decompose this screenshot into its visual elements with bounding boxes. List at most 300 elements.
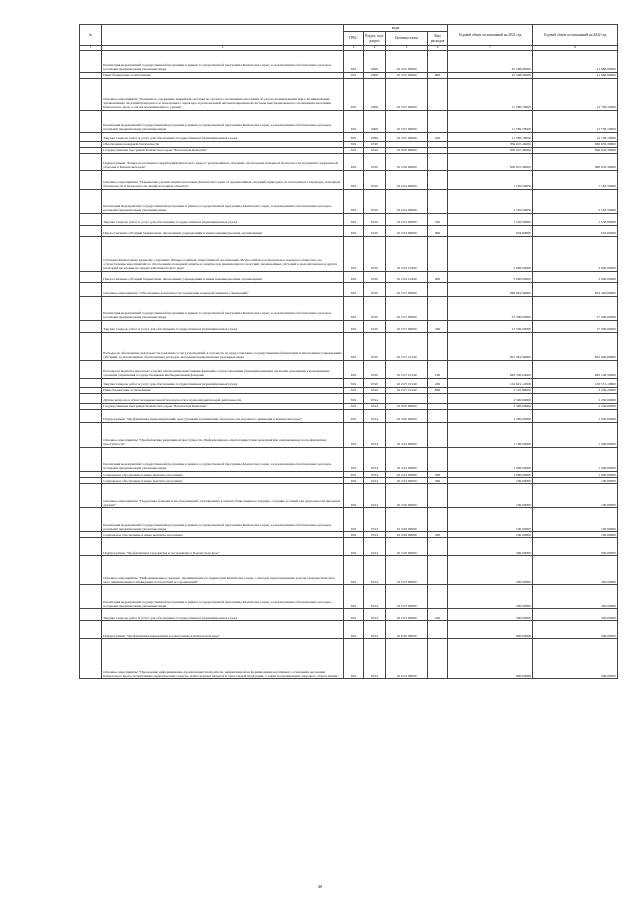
row-grbs: 819 <box>344 236 364 271</box>
row-amount-2021: 300,00000 <box>448 556 533 585</box>
row-number <box>80 639 102 679</box>
row-grbs: 819 <box>344 585 364 609</box>
row-expense-type <box>428 556 448 585</box>
header-num: № <box>80 25 102 46</box>
row-amount-2021: 1 000,00000 <box>448 448 533 472</box>
row-amount-2021: 100,00000 <box>448 484 533 508</box>
row-expense-type: 800 <box>428 387 448 393</box>
row-amount-2021: 2 300,00000 <box>448 403 533 409</box>
table-row <box>80 110 618 132</box>
row-target-article: 16 5 03 09990 <box>386 585 428 609</box>
row-amount-2021: 1 200,00000 <box>448 410 533 423</box>
row-name: Иные бюджетные ассигнования <box>102 72 344 78</box>
row-expense-type: 300 <box>428 472 448 478</box>
row-grbs: 819 <box>344 141 364 147</box>
row-amount-2022: 12 758,10000 <box>533 132 618 141</box>
row-amount-2021: 11 786,70000 <box>448 132 533 141</box>
row-grbs: 819 <box>344 484 364 508</box>
row-grbs: 819 <box>344 147 364 153</box>
row-grbs: 819 <box>344 387 364 393</box>
row-section: 0310 <box>364 141 386 147</box>
row-section: 0314 <box>364 556 386 585</box>
row-grbs: 819 <box>344 132 364 141</box>
row-number <box>80 360 102 378</box>
row-grbs: 819 <box>344 153 364 170</box>
table-row <box>80 556 618 585</box>
row-grbs: 819 <box>344 639 364 679</box>
row-expense-type <box>428 153 448 170</box>
page-number: 40 <box>317 884 323 889</box>
row-section: 0310 <box>364 378 386 387</box>
row-name: Реализация мероприятий государственной программы в рамках государственной программы Камчатского края, за исключением обеспеченных расходов, которыми предназначены указанные виды <box>102 50 344 72</box>
row-number <box>80 225 102 236</box>
row-amount-2021: 300,00000 <box>448 538 533 556</box>
row-amount-2021: 154 921,12000 <box>448 378 533 387</box>
row-name: Закупка товаров, работ и услуг для обеспечения государственных (муниципальных) нужд <box>102 378 344 387</box>
row-section: 0314 <box>364 585 386 609</box>
row-amount-2022: 12 758,10000 <box>533 110 618 132</box>
row-expense-type <box>428 448 448 472</box>
row-amount-2021: 848 861,96000 <box>448 282 533 296</box>
row-amount-2021: 5 000,00000 <box>448 236 533 271</box>
row-name: Подпрограмма "Профилактика правонарушений, преступлений и повышение безопасности дорожного движения в Камчатском крае" <box>102 410 344 423</box>
row-section: 0314 <box>364 532 386 538</box>
row-target-article: 16 5 03 09990 <box>386 609 428 621</box>
row-target-article: 16 2 04 10490 <box>386 236 428 271</box>
row-number <box>80 170 102 189</box>
row-amount-2022: 5 000,00000 <box>533 236 618 271</box>
row-amount-2021: 300,00000 <box>448 609 533 621</box>
row-amount-2021: 856 047,46000 <box>448 141 533 147</box>
row-amount-2022: 1 200,00000 <box>533 423 618 448</box>
row-name: Реализация мероприятий государственной программы в рамках государственной программы Камчатского края, за исключением обеспеченных расходов, которыми предназначены указанные виды <box>102 110 344 132</box>
row-target-article: 16 0 00 00000 <box>386 147 428 153</box>
row-grbs: 819 <box>344 448 364 472</box>
table-row <box>80 50 618 72</box>
row-grbs: 819 <box>344 78 364 110</box>
row-name: Субсидия Камчатскому краевому отделению Общероссийской общественной организации «Всероссийское добровольное пожарное общество» на осуществление мероприятий по обеспечению пожарной защиты и защиты при ликвидации последствий чрезвычайных ситуаций в малочисленных и других категорий населения на территории Камчатского края <box>102 236 344 271</box>
row-target-article: 16 2 04 00000 <box>386 170 428 189</box>
row-target-article: 16 3 05 09990 <box>386 72 428 78</box>
row-expense-type <box>428 585 448 609</box>
row-grbs: 819 <box>344 609 364 621</box>
column-index-cell: 2 <box>102 46 344 51</box>
row-target-article: 16 2 07 09990 <box>386 296 428 320</box>
row-amount-2022: 1 500,00000 <box>533 410 618 423</box>
table-header <box>80 25 618 51</box>
row-target-article: 16 2 07 10140 <box>386 360 428 378</box>
table-row <box>80 296 618 320</box>
row-expense-type: 200 <box>428 320 448 332</box>
row-amount-2022: 860 635,39800 <box>533 147 618 153</box>
row-name: Реализация мероприятий государственной программы в рамках государственной программы Камчатского края, за исключением обеспеченных расходов, которыми предназначены указанные виды <box>102 508 344 532</box>
row-number <box>80 621 102 639</box>
column-index-cell: 1 <box>80 46 102 51</box>
row-expense-type: 200 <box>428 378 448 387</box>
row-target-article: 16 2 07 10140 <box>386 378 428 387</box>
row-name: Подпрограмма "Защита населения и территорий Камчатского края от чрезвычайных ситуаций, обеспечение пожарной безопасности и развитие гражданской обороны в Камчатском крае" <box>102 153 344 170</box>
row-amount-2021: 27 500,00000 <box>448 296 533 320</box>
row-expense-type <box>428 110 448 132</box>
table-row <box>80 189 618 213</box>
row-expense-type <box>428 296 448 320</box>
row-name: Закупка товаров, работ и услуг для обеспечения государственных (муниципальных) нужд <box>102 132 344 141</box>
row-amount-2021: 663 330,04000 <box>448 360 533 378</box>
row-number <box>80 484 102 508</box>
row-grbs: 819 <box>344 410 364 423</box>
row-grbs: 819 <box>344 110 364 132</box>
row-target-article: 16 2 04 09990 <box>386 213 428 225</box>
row-section: 0314 <box>364 423 386 448</box>
row-number <box>80 50 102 72</box>
row-name: Реализация мероприятий государственной программы в рамках государственной программы Камчатского края, за исключением обеспеченных расходов, которыми предназначены указанные виды <box>102 585 344 609</box>
row-amount-2022: 853 449,89800 <box>533 282 618 296</box>
row-amount-2022: 860 635,39800 <box>533 153 618 170</box>
row-name: Основное мероприятие "Информационное граждан, проживающих на территории Камчатского края, о методах предотвращения угрозы террористического акта, минимизации и ликвидации последствий его проявлений" <box>102 556 344 585</box>
row-number <box>80 271 102 282</box>
row-amount-2022: 1 200,00000 <box>533 448 618 472</box>
row-target-article: 16 6 04 00000 <box>386 639 428 679</box>
header-year-2022: Годовой объем ассигнований на 2022 год <box>533 25 618 46</box>
row-name: Закупка товаров, работ и услуг для обеспечения государственных (муниципальных) нужд <box>102 213 344 225</box>
row-target-article: 16 3 05 09990 <box>386 50 428 72</box>
row-section: 0314 <box>364 448 386 472</box>
row-amount-2022: 2 250,00000 <box>533 393 618 403</box>
row-amount-2021: 800,00000 <box>448 621 533 639</box>
row-amount-2021: 45 588,90000 <box>448 72 533 78</box>
row-name: Подпрограмма "Профилактика наркомании и алкоголизма в Камчатском крае" <box>102 621 344 639</box>
row-grbs: 819 <box>344 213 364 225</box>
row-amount-2022: 5 000,00000 <box>533 271 618 282</box>
row-grbs: 819 <box>344 532 364 538</box>
row-amount-2022: 12 758,10000 <box>533 78 618 110</box>
row-section: 0309 <box>364 50 386 72</box>
row-target-article: 16 4 06 00000 <box>386 484 428 508</box>
row-grbs: 819 <box>344 170 364 189</box>
row-number <box>80 448 102 472</box>
row-name: Подпрограмма "Профилактика терроризма и экстремизма в Камчатском крае" <box>102 538 344 556</box>
row-target-article: 16 2 00 00000 <box>386 153 428 170</box>
row-grbs: 819 <box>344 225 364 236</box>
table-row <box>80 132 618 141</box>
row-amount-2022: 27 500,00000 <box>533 320 618 332</box>
row-number <box>80 508 102 532</box>
row-section: 0309 <box>364 132 386 141</box>
row-grbs: 819 <box>344 621 364 639</box>
row-target-article: 16 4 04 09990 <box>386 478 428 484</box>
row-expense-type: 200 <box>428 213 448 225</box>
row-expense-type <box>428 538 448 556</box>
row-number <box>80 585 102 609</box>
row-amount-2022: 41 868,90000 <box>533 72 618 78</box>
header-codes: коды <box>344 25 448 32</box>
table-row <box>80 609 618 621</box>
row-name: Основное мероприятие "Профилактика рецидивной преступности. Информационно-пропагандистские мероприятия, направленные на профилактику преступности" <box>102 423 344 448</box>
row-name: Основное мероприятие "Повышение уровня защиты населения Камчатского края от чрезвычайных ситуаций природного и техногенного характера, пожарной безопасности и безопасности людей на водных объектах" <box>102 170 344 189</box>
row-number <box>80 153 102 170</box>
row-grbs: 819 <box>344 296 364 320</box>
row-expense-type: 600 <box>428 225 448 236</box>
row-amount-2022: 3 230,20000 <box>533 387 618 393</box>
row-expense-type <box>428 170 448 189</box>
row-section: 0310 <box>364 387 386 393</box>
row-amount-2022: 1 550,90000 <box>533 213 618 225</box>
column-index-cell: 3 <box>344 46 364 51</box>
row-expense-type <box>428 621 448 639</box>
budget-table <box>79 24 618 679</box>
row-expense-type <box>428 508 448 532</box>
header-exp-type: Вид расходов <box>428 32 448 46</box>
row-name: Основное мероприятие "Проведение информационно-пропагандистской работы, направленной на формирование негативного отношения населения Камчатского края к потреблению наркотических средств, психотропных веществ и алкогольной продукции, а также популяризацию здорового образа жизни" <box>102 639 344 679</box>
row-amount-2021: 1 000,00000 <box>448 472 533 478</box>
row-section: 0314 <box>364 609 386 621</box>
row-name: Предоставление субсидий бюджетным, автономным учреждениям и иным некоммерческим организациям <box>102 271 344 282</box>
row-grbs: 819 <box>344 72 364 78</box>
budget-table-sheet <box>79 24 617 679</box>
row-number <box>80 609 102 621</box>
row-amount-2021: 11 786,70000 <box>448 110 533 132</box>
row-section: 0310 <box>364 360 386 378</box>
row-amount-2022: 634,60000 <box>533 225 618 236</box>
row-target-article <box>386 393 428 403</box>
row-name: Основное мероприятие "Поддержка граждан и их объединений, участвующих в охране общественного порядка, создание условий для деятельности народных дружин" <box>102 484 344 508</box>
row-expense-type <box>428 50 448 72</box>
row-section: 0314 <box>364 508 386 532</box>
row-number <box>80 282 102 296</box>
header-target: Целевая статья <box>386 32 428 46</box>
row-section: 0310 <box>364 213 386 225</box>
row-grbs: 819 <box>344 50 364 72</box>
row-target-article: 16 5 03 00000 <box>386 556 428 585</box>
row-section: 0314 <box>364 538 386 556</box>
table-row <box>80 170 618 189</box>
row-grbs: 819 <box>344 282 364 296</box>
row-expense-type <box>428 78 448 110</box>
row-number <box>80 378 102 387</box>
row-grbs: 819 <box>344 538 364 556</box>
row-grbs: 819 <box>344 378 364 387</box>
row-number <box>80 332 102 360</box>
row-number <box>80 320 102 332</box>
table-row <box>80 508 618 532</box>
row-amount-2021: 100,00000 <box>448 532 533 538</box>
row-section: 0310 <box>364 147 386 153</box>
row-section: 0314 <box>364 393 386 403</box>
table-row <box>80 621 618 639</box>
row-number <box>80 110 102 132</box>
row-expense-type <box>428 484 448 508</box>
table-row <box>80 410 618 423</box>
row-amount-2022: 100,00000 <box>533 532 618 538</box>
row-number <box>80 236 102 271</box>
row-grbs: 819 <box>344 271 364 282</box>
row-name: Реализация мероприятий государственной программы в рамках государственной программы Камчатского края, за исключением обеспеченных расходов, которыми предназначены указанные виды <box>102 448 344 472</box>
row-amount-2022: 350,00000 <box>533 538 618 556</box>
row-section: 0309 <box>364 110 386 132</box>
row-amount-2021: 3 110,80000 <box>448 387 533 393</box>
row-expense-type <box>428 639 448 679</box>
row-section: 0314 <box>364 410 386 423</box>
row-grbs: 819 <box>344 189 364 213</box>
row-amount-2021: 45 588,90000 <box>448 50 533 72</box>
row-name: Государственная программа Камчатского края "Безопасная Камчатка" <box>102 147 344 153</box>
row-amount-2021: 27 500,00000 <box>448 320 533 332</box>
row-target-article: 16 5 00 00000 <box>386 538 428 556</box>
row-amount-2022: 100,00000 <box>533 508 618 532</box>
row-target-article: 16 2 07 09990 <box>386 320 428 332</box>
row-grbs: 819 <box>344 508 364 532</box>
row-target-article: 16 4 00 00000 <box>386 410 428 423</box>
row-grbs: 819 <box>344 472 364 478</box>
row-amount-2021: 2 185,50000 <box>448 189 533 213</box>
row-amount-2022: 100,00000 <box>533 478 618 484</box>
row-expense-type: 800 <box>428 72 448 78</box>
row-section: 0309 <box>364 72 386 78</box>
row-target-article: 16 2 04 09990 <box>386 225 428 236</box>
row-section: 0314 <box>364 478 386 484</box>
row-name: Другие вопросы в области национальной безопасности и правоохранительной деятельности <box>102 393 344 403</box>
row-expense-type <box>428 189 448 213</box>
table-row <box>80 225 618 236</box>
row-amount-2022: 825 949,89800 <box>533 332 618 360</box>
row-expense-type <box>428 282 448 296</box>
row-number <box>80 556 102 585</box>
table-row <box>80 271 618 282</box>
row-number <box>80 132 102 141</box>
column-index-cell: 5 <box>386 46 428 51</box>
row-section: 0310 <box>364 271 386 282</box>
row-amount-2022: 665 148,59000 <box>533 360 618 378</box>
row-section: 0314 <box>364 472 386 478</box>
row-grbs: 819 <box>344 320 364 332</box>
row-amount-2022: 500,00000 <box>533 639 618 679</box>
header-year-2021: Годовой объем ассигнований на 2021 год <box>448 25 533 46</box>
table-row <box>80 320 618 332</box>
table-row <box>80 282 618 296</box>
row-target-article: 16 2 04 10490 <box>386 271 428 282</box>
row-amount-2021: 856 047,46000 <box>448 153 533 170</box>
row-name: Закупка товаров, работ и услуг для обеспечения государственных (муниципальных) нужд <box>102 609 344 621</box>
row-amount-2022: 350,00000 <box>533 609 618 621</box>
table-row <box>80 585 618 609</box>
row-amount-2021: 100,00000 <box>448 478 533 484</box>
row-name: Основное мероприятие "Развитие и содержание аварийной системы по срочного оповещения населения об угрозе возникновения или о возникновении чрезвычайных ситуаций природного и техногенного характера и региональной автоматизированной системы централизованного оповещения населения Камчатского края, а так же муниципального уровня" <box>102 78 344 110</box>
table-row <box>80 153 618 170</box>
row-section: 0310 <box>364 320 386 332</box>
row-name: Закупка товаров, работ и услуг для обеспечения государственных (муниципальных) нужд <box>102 320 344 332</box>
row-amount-2021: 11 786,70000 <box>448 78 533 110</box>
row-name: Иные бюджетные ассигнования <box>102 387 344 393</box>
table-body <box>80 50 618 679</box>
table-row <box>80 448 618 472</box>
row-amount-2021: 100,00000 <box>448 508 533 532</box>
row-target-article: 16 6 00 00000 <box>386 621 428 639</box>
row-section: 0310 <box>364 170 386 189</box>
row-name: Государственная программа Камчатского края "Безопасная Камчатка" <box>102 403 344 409</box>
row-amount-2022: 41 868,90000 <box>533 50 618 72</box>
table-row <box>80 360 618 378</box>
row-target-article: 16 4 04 09990 <box>386 448 428 472</box>
row-grbs: 819 <box>344 423 364 448</box>
row-number <box>80 423 102 448</box>
header-grbs: ГРБС <box>344 32 364 46</box>
row-expense-type <box>428 410 448 423</box>
row-section: 0314 <box>364 621 386 639</box>
row-target-article: 16 3 07 09990 <box>386 132 428 141</box>
row-section: 0310 <box>364 189 386 213</box>
row-amount-2022: 100,00000 <box>533 484 618 508</box>
row-amount-2021: 821 361,96000 <box>448 332 533 360</box>
row-name: Обеспечение пожарной безопасности <box>102 141 344 147</box>
row-section: 0310 <box>364 296 386 320</box>
column-index-cell: 7 <box>448 46 533 51</box>
table-row <box>80 236 618 271</box>
header-section: Раздел, под-раздел <box>364 32 386 46</box>
row-amount-2022: 150 571,10800 <box>533 378 618 387</box>
row-grbs: 819 <box>344 556 364 585</box>
row-name: Расходы на выплаты персоналу в целях обеспечения выполнения функций государственными (муниципальными) органами, казенными учреждениями, органами управления государственными внебюджетными фондами <box>102 360 344 378</box>
row-name: Реализация мероприятий государственной программы в рамках государственной программы Камчатского края, за исключением обеспеченных расходов, которыми предназначены указанные виды <box>102 296 344 320</box>
row-expense-type: 600 <box>428 271 448 282</box>
row-section: 0310 <box>364 236 386 271</box>
row-name: Реализация мероприятий государственной программы в рамках государственной программы Камчатского края, за исключением обеспеченных расходов, которыми предназначены указанные виды <box>102 189 344 213</box>
row-target-article: 16 4 06 09990 <box>386 508 428 532</box>
row-amount-2022: 350,00000 <box>533 556 618 585</box>
table-row <box>80 78 618 110</box>
row-amount-2021: 1 100,00000 <box>448 423 533 448</box>
row-target-article: 16 2 07 10140 <box>386 332 428 360</box>
row-name: Расходы на обеспечение деятельности (оказание услуг) учреждений, в том числе на предоставление государственным бюджетным и автономным учреждениям субсидий, за исключением обеспеченных расходов, которыми предназначены указанные виды <box>102 332 344 360</box>
row-target-article: 16 0 00 00000 <box>386 403 428 409</box>
row-amount-2021: 2 300,00000 <box>448 393 533 403</box>
row-expense-type: 200 <box>428 609 448 621</box>
row-amount-2022: 7 185,50000 <box>533 170 618 189</box>
row-target-article: 16 2 07 00000 <box>386 282 428 296</box>
row-section: 0314 <box>364 639 386 679</box>
row-grbs: 819 <box>344 360 364 378</box>
table-row <box>80 393 618 403</box>
row-target-article: 16 3 07 00000 <box>386 78 428 110</box>
row-expense-type: 300 <box>428 532 448 538</box>
row-amount-2021: 7 185,50000 <box>448 170 533 189</box>
row-name: Социальное обеспечение и иные выплаты населению <box>102 472 344 478</box>
row-amount-2022: 500,00000 <box>533 621 618 639</box>
row-amount-2021: 634,60000 <box>448 225 533 236</box>
table-row <box>80 538 618 556</box>
row-number <box>80 393 102 403</box>
row-section: 0310 <box>364 225 386 236</box>
row-section: 0310 <box>364 332 386 360</box>
table-row <box>80 423 618 448</box>
row-section: 0314 <box>364 403 386 409</box>
row-name: Предоставление субсидий бюджетным, автономным учреждениям и иным некоммерческим организациям <box>102 225 344 236</box>
row-amount-2022: 350,00000 <box>533 585 618 609</box>
table-row <box>80 332 618 360</box>
row-number <box>80 189 102 213</box>
row-expense-type <box>428 393 448 403</box>
table-row <box>80 484 618 508</box>
row-name: Основное мероприятие "Обеспечение деятельности содержания подведомственных учреждений" <box>102 282 344 296</box>
row-expense-type <box>428 423 448 448</box>
row-section: 0310 <box>364 153 386 170</box>
row-target-article: 16 2 07 10140 <box>386 387 428 393</box>
row-expense-type <box>428 332 448 360</box>
row-target-article: 16 4 04 09990 <box>386 472 428 478</box>
row-section: 0314 <box>364 484 386 508</box>
row-grbs: 819 <box>344 393 364 403</box>
table-row <box>80 378 618 387</box>
row-target-article: 16 3 07 09990 <box>386 110 428 132</box>
